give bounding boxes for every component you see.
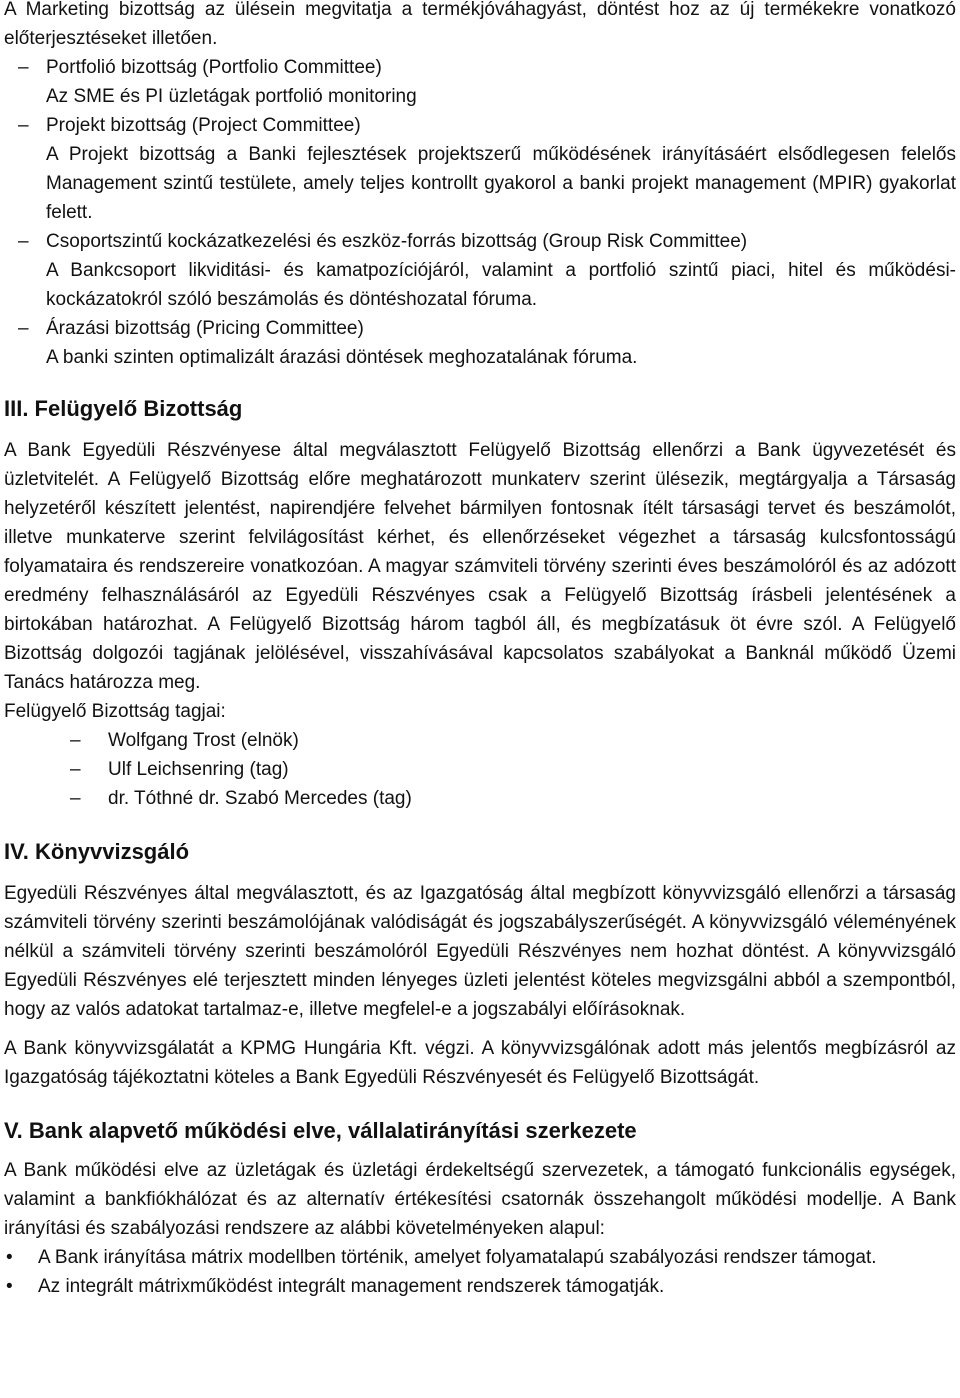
intro-paragraph: A Marketing bizottság az ülésein megvitatja a termékjóváhagyást, döntést hoz az új termékekre vonatkozó előterjesztéseket illetően. bbox=[4, 0, 956, 49]
section-heading: III. Felügyelő Bizottság bbox=[4, 396, 243, 421]
committee-title: Projekt bizottság (Project Committee) bbox=[46, 115, 361, 136]
section-heading: V. Bank alapvető működési elve, vállalatirányítási szerkezete bbox=[4, 1118, 637, 1143]
member-name: dr. Tóthné dr. Szabó Mercedes (tag) bbox=[108, 788, 412, 809]
bullet-item bbox=[4, 1243, 956, 1272]
committee-desc: A Projekt bizottság a Banki fejlesztések projektszerű működésének irányításáért elsődlegesen felelős Management szintű testülete, amely teljes kontrollt gyakorol a banki projekt management (MPIR) gyakorlat felett. bbox=[46, 144, 956, 223]
member-name: Wolfgang Trost (elnök) bbox=[108, 730, 299, 751]
members-label: Felügyelő Bizottság tagjai: bbox=[4, 701, 226, 722]
dash-bullet: – bbox=[18, 231, 29, 252]
list-item bbox=[4, 227, 956, 314]
committee-title: Csoportszintű kockázatkezelési és eszköz-forrás bizottság (Group Risk Committee) bbox=[46, 231, 748, 252]
bullet-text: Az integrált mátrixműködést integrált management rendszerek támogatják. bbox=[38, 1276, 665, 1297]
bullet-text: A Bank irányítása mátrix modellben történik, amelyet folyamatalapú szabályozási rendszer támogat. bbox=[38, 1247, 877, 1268]
committee-title: Árazási bizottság (Pricing Committee) bbox=[46, 318, 364, 339]
member-item bbox=[4, 755, 956, 784]
committee-desc: A banki szinten optimalizált árazási döntések meghozatalának fóruma. bbox=[46, 347, 638, 368]
dash-bullet: – bbox=[70, 730, 81, 751]
member-name: Ulf Leichsenring (tag) bbox=[108, 759, 289, 780]
list-item bbox=[4, 314, 956, 372]
member-item bbox=[4, 784, 956, 813]
dash-bullet: – bbox=[18, 318, 29, 339]
dash-bullet: – bbox=[18, 115, 29, 136]
bullet-dot: • bbox=[6, 1276, 13, 1297]
section-heading: IV. Könyvvizsgáló bbox=[4, 839, 190, 864]
committee-desc: A Bankcsoport likviditási- és kamatpozíciójáról, valamint a portfolió szintű piaci, hitel és működési-kockázatokról szóló beszámolás és döntéshozatal fóruma. bbox=[46, 260, 956, 310]
committee-title: Portfolió bizottság (Portfolio Committee) bbox=[46, 57, 382, 78]
committee-desc: Az SME és PI üzletágak portfolió monitoring bbox=[46, 86, 417, 107]
bullet-dot: • bbox=[6, 1247, 13, 1268]
bullet-item bbox=[4, 1272, 956, 1301]
section-paragraph: Egyedüli Részvényes által megválasztott, és az Igazgatóság által megbízott könyvvizsgáló ellenőrzi a társaság számviteli törvény szerinti beszámolójának valódiságát és jogszabályszerűségét. A könyvvizsgáló véleményének nélkül a számviteli törvény szerinti beszámolóról Egyedüli Részvényes nem hozhat döntést. A könyvvizsgáló Egyedüli Részvényes elé terjesztett minden lényeges üzleti jelentést köteles megvizsgálni abból a szempontból, hogy az valós adatokat tartalmaz-e, illetve megfelel-e a jogszabályi előírásoknak. bbox=[4, 883, 956, 1020]
member-item bbox=[4, 726, 956, 755]
dash-bullet: – bbox=[18, 57, 29, 78]
section-paragraph: A Bank Egyedüli Részvényese által megválasztott Felügyelő Bizottság ellenőrzi a Bank ügyvezetését és üzletvitelét. A Felügyelő Bizottság előre meghatározott munkaterv szerint ülésezik, megtárgyalja a Társaság helyzetéről készített jelentést, napirendjére felvehet bármilyen fontosnak ítélt társasági tervet és beszámolót, illetve munkaterve szerint felvilágosítást kérhet, és ellenőrzéseket végezhet a társaság kulcsfontosságú folyamataira és rendszereire vonatkozóan. A magyar számviteli törvény szerinti éves beszámolóról és az adózott eredmény felhasználásáról az Egyedüli Részvényes csak a Felügyelő Bizottság írásbeli jelentésének a birtokában határozhat. A Felügyelő Bizottság három tagból áll, és megbízatásuk öt évre szól. A Felügyelő Bizottság dolgozói tagjának jelölésével, visszahívásával kapcsolatos szabályokat a Banknál működő Üzemi Tanács határozza meg. bbox=[4, 440, 956, 693]
section-paragraph: A Bank könyvvizsgálatát a KPMG Hungária Kft. végzi. A könyvvizsgálónak adott más jelentős megbízásról az Igazgatóság tájékoztatni köteles a Bank Egyedüli Részvényesét és Felügyelő Bizottságát. bbox=[4, 1038, 956, 1088]
dash-bullet: – bbox=[70, 759, 81, 780]
dash-bullet: – bbox=[70, 788, 81, 809]
list-item bbox=[4, 111, 956, 227]
section-paragraph: A Bank működési elve az üzletágak és üzletági érdekeltségű szervezetek, a támogató funkcionális egységek, valamint a bankfiókhálózat és az alternatív értékesítési csatornák összehangolt működési modellje. A Bank irányítási és szabályozási rendszere az alábbi követelményeken alapul: bbox=[4, 1160, 956, 1239]
list-item bbox=[4, 53, 956, 111]
